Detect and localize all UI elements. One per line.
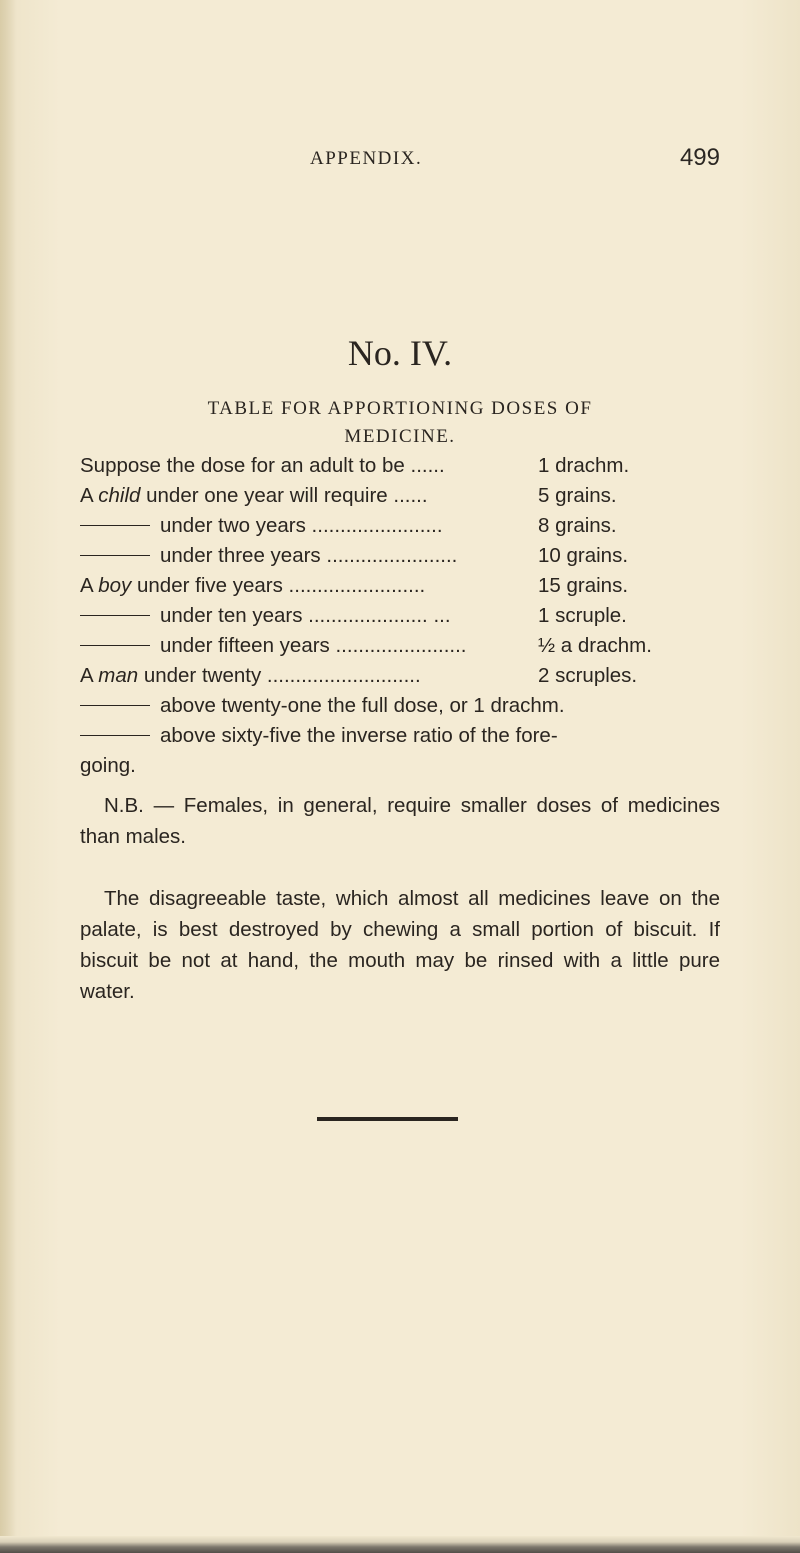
dose-row-continuation [80,751,720,781]
dose-row-subject: man [98,664,144,687]
dose-table [80,451,720,781]
dose-row-article: A [80,484,99,507]
table-title [80,395,720,451]
dose-row-value: 5 grains. [538,484,617,507]
dose-row-subject: child [98,484,147,507]
dose-row-subject: boy [98,574,137,597]
running-head-title: APPENDIX. [310,148,423,169]
dose-row-text: above twenty-one the full dose, or 1 drachm. [160,694,565,717]
dose-row-text: under fifteen years ....................... [160,634,467,657]
dose-row-text: under twenty ........................... [143,664,421,687]
dose-row [80,541,720,571]
dose-row-text: going. [80,754,136,777]
table-title-line: TABLE FOR APPORTIONING DOSES OF [207,398,593,419]
dose-row [80,631,720,661]
ditto-dash [80,615,150,616]
dose-row-text: Suppose the dose for an adult to be ...... [80,454,445,477]
note-paragraph: N.B. — Females, in general, require smaller doses of medicines than males. [80,794,720,848]
dose-row-text: under ten years ..................... ... [160,604,451,627]
page-number: 499 [679,144,720,171]
dose-row-text: under three years ....................... [160,544,458,567]
dose-row [80,481,720,511]
ditto-dash [80,735,150,736]
page-binding-shadow [0,0,16,1553]
dose-row-value: 1 scruple. [538,604,627,627]
dose-row-article: A [80,664,99,687]
dose-row [80,451,720,481]
dose-row [80,721,720,751]
dose-row [80,691,720,721]
table-title-line: MEDICINE. [344,426,456,447]
dose-row-value: 10 grains. [538,544,629,567]
dose-row [80,601,720,631]
running-head [80,144,720,174]
dose-row-text: under two years ....................... [160,514,443,537]
ditto-dash [80,705,150,706]
ditto-dash [80,525,150,526]
dose-row-text: under five years ........................ [137,574,426,597]
ditto-dash [80,645,150,646]
dose-row-text: above sixty-five the inverse ratio of the fore- [160,724,558,747]
dose-row-value: ½ a drachm. [538,634,652,657]
ditto-dash [80,555,150,556]
dose-row-value: 8 grains. [538,514,617,537]
page-bottom-edge [0,1536,800,1553]
dose-row-value: 1 drachm. [538,454,630,477]
body-paragraph: The disagreeable taste, which almost all medicines leave on the palate, is best destroyed by chewing a small portion of biscuit. If biscuit be not at hand, the mouth may be rinsed with a little pure water. [80,887,720,1003]
dose-row [80,661,720,691]
section-heading: No. IV. [347,333,453,373]
dose-row-value: 15 grains. [538,574,629,597]
dose-row [80,511,720,541]
end-rule [317,1117,458,1121]
dose-row-value: 2 scruples. [538,664,638,687]
dose-row-text: under one year will require ...... [146,484,428,507]
dose-row-article: A [80,574,99,597]
dose-row [80,571,720,601]
